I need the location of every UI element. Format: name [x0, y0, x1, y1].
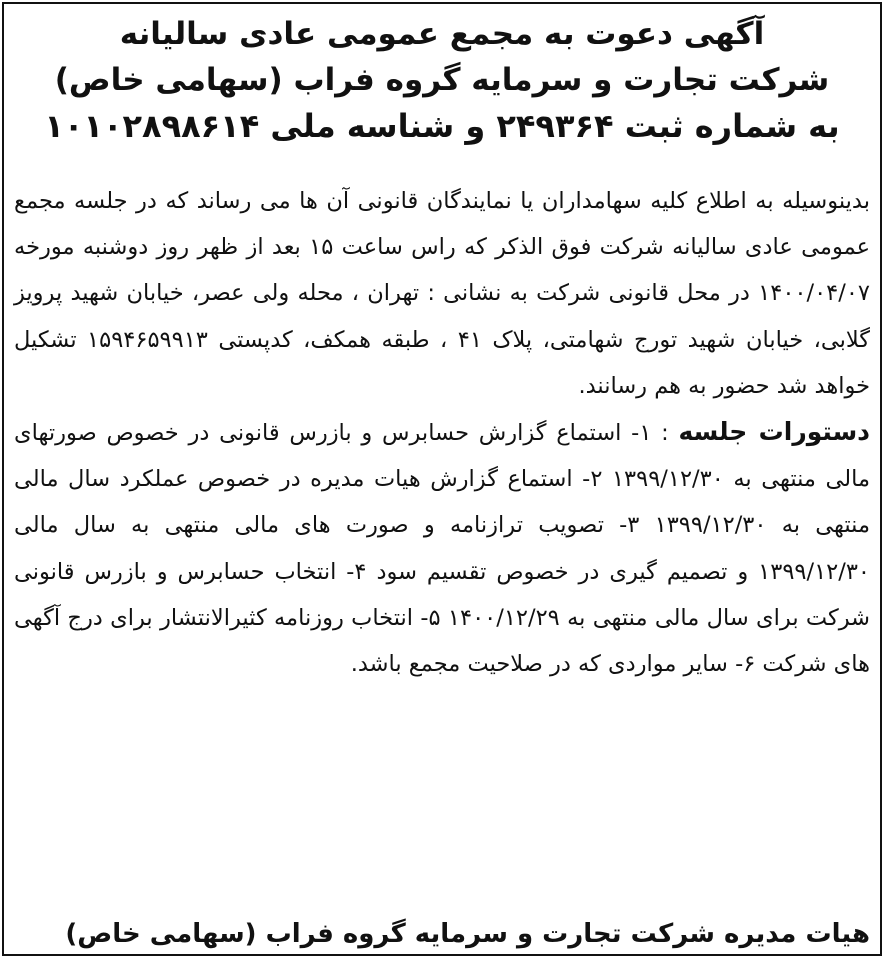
invitation-notice: [2, 2, 882, 956]
agenda-paragraph: [14, 409, 870, 687]
company-name: شرکت تجارت و سرمایه گروه فراب (سهامی خاص): [54, 62, 830, 98]
notice-title: آگهی دعوت به مجمع عمومی عادی سالیانه: [119, 16, 765, 52]
agenda-heading: دستورات جلسه: [678, 417, 871, 447]
registration-info: به شماره ثبت ۲۴۹۳۶۴ و شناسه ملی ۱۰۱۰۲۸۹۸۶۱۴: [44, 107, 840, 145]
board-signature: هیات مدیره شرکت تجارت و سرمایه گروه فراب (سهامی خاص): [65, 919, 870, 949]
agenda-items: : ۱- استماع گزارش حسابرس و بازرس قانونی در خصوص صورتهای مالی منتهی به ۱۳۹۹/۱۲/۳۰ ۲- استماع گزارش هیات مدیره در خصوص عملکرد سال مالی منتهی به ۱۳۹۹/۱۲/۳۰ ۳- تصویب ترازنامه و صورت های مالی منتهی به سال مالی ۱۳۹۹/۱۲/۳۰ و تصمیم گیری در خصوص تقسیم سود ۴- انتخاب حسابرس و بازرس قانونی شرکت برای سال مالی منتهی به ۱۴۰۰/۱۲/۲۹ ۵- انتخاب روزنامه کثیرالانتشار برای درج آگهی های شرکت ۶- سایر مواردی که در صلاحیت مجمع باشد.: [14, 420, 871, 678]
notice-body: [14, 178, 870, 687]
intro-paragraph: بدینوسیله به اطلاع کلیه سهامداران یا نمایندگان قانونی آن ها می رساند که در جلسه مجمع عمومی عادی سالیانه شرکت فوق الذکر که راس ساعت ۱۵ بعد از ظهر روز دوشنبه مورخه ۱۴۰۰/۰۴/۰۷ در محل قانونی شرکت به نشانی : تهران ، محله ولی عصر، خیابان شهید پرویز گلابی، خیابان شهید تورج شهامتی، پلاک ۴۱ ، طبقه همکف، کدپستی ۱۵۹۴۶۵۹۹۱۳ تشکیل خواهد شد حضور به هم رسانند.: [14, 188, 871, 399]
